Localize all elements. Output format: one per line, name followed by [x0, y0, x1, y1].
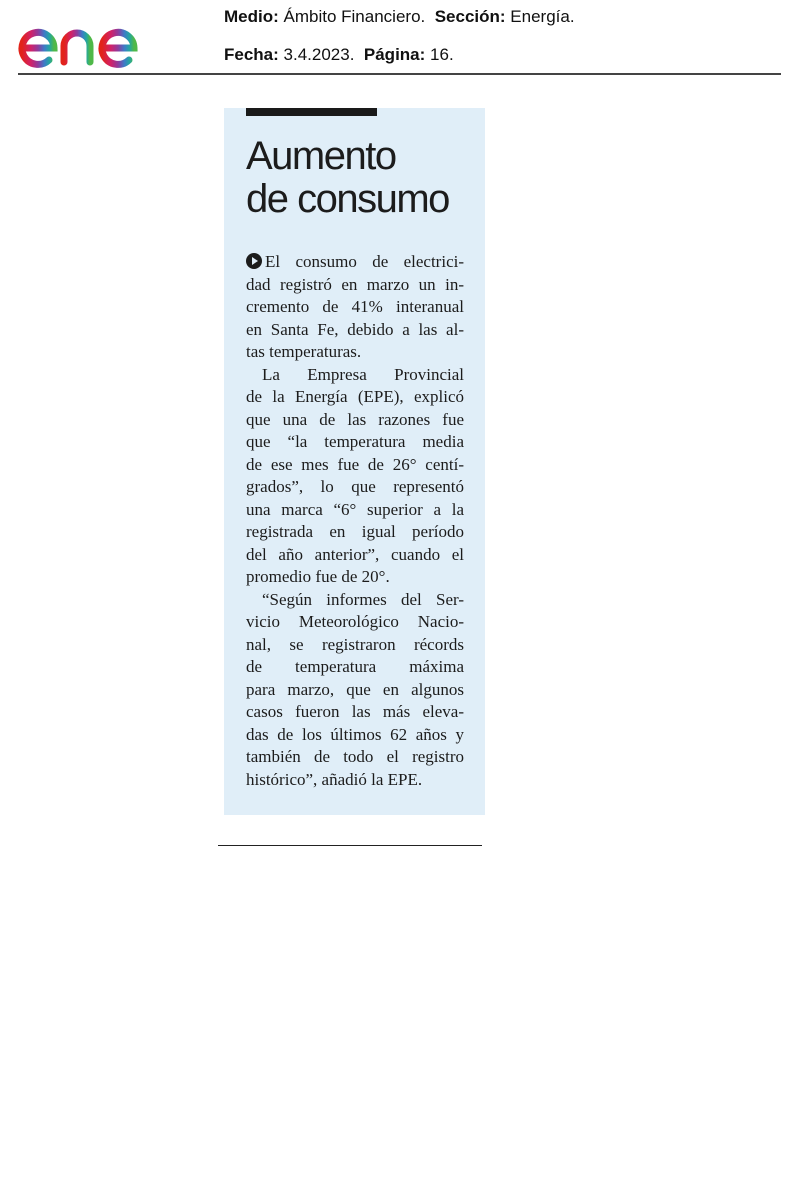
body-line: registrada en igual período: [246, 522, 464, 541]
body-line: vicio Meteorológico Nacio-: [246, 612, 464, 631]
meta-medio-seccion: [224, 7, 575, 27]
body-line: tas temperaturas.: [246, 342, 362, 361]
body-line: de temperatura máxima: [246, 657, 464, 676]
body-line: El consumo de electrici-: [246, 251, 464, 274]
body-line: das de los últimos 62 años y: [246, 724, 464, 744]
meta-fecha-pagina: [224, 45, 454, 65]
body-line: del año anterior”, cuando el: [246, 544, 464, 564]
headline-line: Aumento: [246, 134, 396, 178]
body-line: La Empresa Provincial: [262, 364, 464, 384]
footer-divider: [218, 845, 482, 846]
article-clipping: [224, 108, 485, 815]
body-line: histórico”, añadió la EPE.: [246, 769, 423, 789]
body-line: cremento de 41% interanual: [246, 297, 464, 316]
medio-value: Ámbito Financiero.: [283, 7, 426, 26]
article-top-bar: [246, 108, 377, 116]
body-line: “Según informes del Ser-: [262, 589, 464, 609]
pagina-label: Página:: [363, 45, 426, 64]
body-line: casos fueron las más eleva-: [246, 702, 464, 721]
body-line: de la Energía (EPE), explicó: [246, 387, 464, 406]
body-line: promedio fue de 20°.: [246, 567, 390, 586]
body-line: dad registró en marzo un in-: [246, 274, 464, 294]
fecha-label: Fecha:: [224, 45, 279, 64]
article-headline: [246, 135, 482, 221]
header-divider: [18, 73, 781, 75]
seccion-value: Energía.: [510, 7, 575, 26]
enel-logo: [16, 6, 180, 68]
body-line: en Santa Fe, debido a las al-: [246, 319, 464, 339]
body-line: de ese mes fue de 26° centí-: [246, 454, 464, 474]
body-line: que una de las razones fue: [246, 409, 464, 429]
body-line: para marzo, que en algunos: [246, 679, 464, 699]
body-line: nal, se registraron récords: [246, 634, 464, 654]
seccion-label: Sección:: [434, 7, 506, 26]
fecha-value: 3.4.2023.: [283, 45, 355, 64]
arrow-right-circle-icon: [246, 253, 262, 269]
medio-label: Medio:: [224, 7, 279, 26]
article-body: [246, 251, 464, 791]
body-line: grados”, lo que representó: [246, 477, 464, 496]
body-line: que “la temperatura media: [246, 432, 464, 451]
body-line: también de todo el registro: [246, 747, 464, 766]
pagina-value: 16.: [430, 45, 454, 64]
body-line: una marca “6° superior a la: [246, 499, 464, 519]
headline-line: de consumo: [246, 177, 449, 221]
